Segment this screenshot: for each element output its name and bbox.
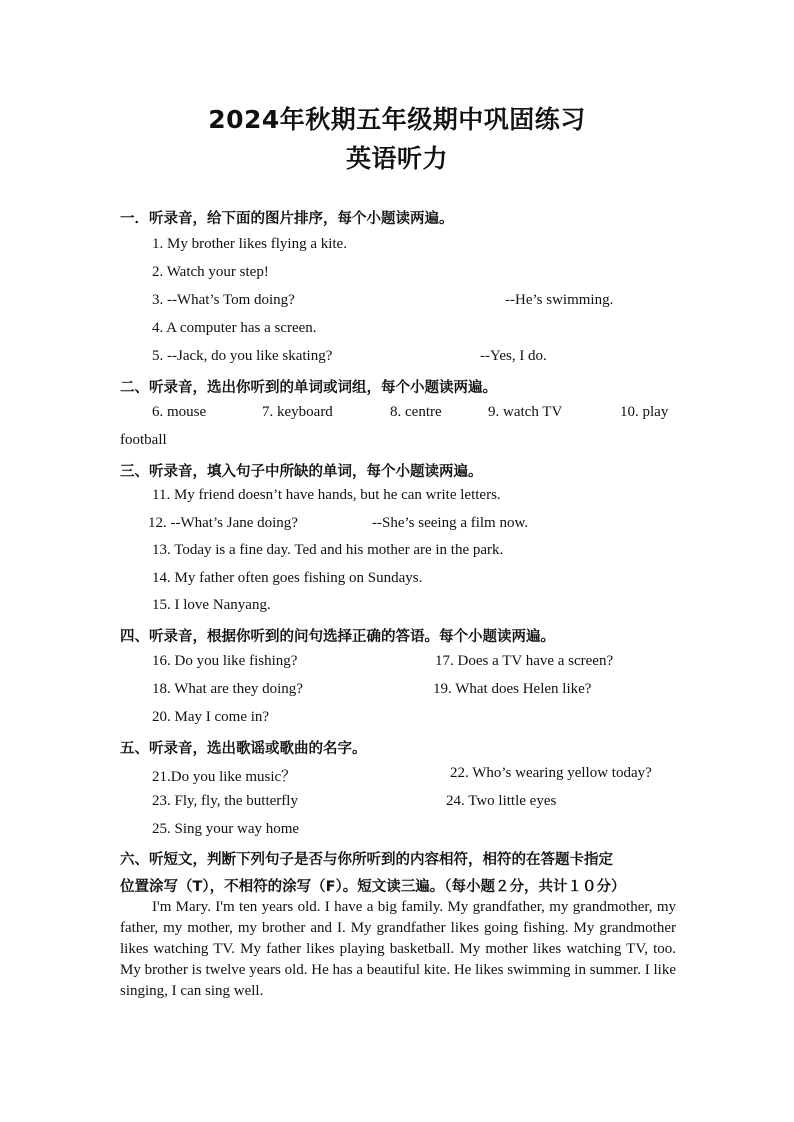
item-4: 4. A computer has a screen. — [152, 320, 317, 336]
word-8: 8. centre — [390, 404, 442, 420]
passage-text: I'm Mary. I'm ten years old. I have a big family. My grandfather, my grandmother, my father, my mother, my brother and I. My grandfather likes going fishing. My grandmother likes watching TV. My father likes playing basketball. My mother likes watching TV, too. My brother is twelve years old. He has a beautiful kite. He likes swimming in summer. I like singing, I can sing well. — [120, 899, 676, 999]
item-14: 14. My father often goes fishing on Sundays. — [152, 570, 423, 586]
item-11: 11. My friend doesn’t have hands, but he can write letters. — [152, 487, 501, 503]
word-7: 7. keyboard — [262, 404, 333, 420]
item-22: 22. Who’s wearing yellow today? — [450, 765, 652, 781]
item-16: 16. Do you like fishing? — [152, 653, 298, 669]
section-6-heading-line1: 六、听短文，判断下列句子是否与你所听到的内容相符，相符的在答题卡指定 — [120, 852, 613, 868]
item-25: 25. Sing your way home — [152, 821, 300, 837]
item-13: 13. Today is a fine day. Ted and his mother are in the park. — [152, 542, 504, 558]
item-17: 17. Does a TV have a screen? — [435, 653, 614, 669]
item-23: 23. Fly, fly, the butterfly — [152, 793, 298, 809]
item-24: 24. Two little eyes — [446, 793, 557, 809]
word-10-wrap: football — [120, 432, 167, 448]
section-5-heading: 五、听录音，选出歌谣或歌曲的名字。 — [120, 741, 367, 757]
item-12-answer: --She’s seeing a film now. — [372, 515, 529, 531]
item-5-answer: --Yes, I do. — [480, 348, 547, 364]
section-1-heading: 一．听录音，给下面的图片排序，每个小题读两遍。 — [120, 211, 454, 227]
item-2: 2. Watch your step! — [152, 264, 269, 280]
page-subtitle: 英语听力 — [345, 144, 448, 173]
item-15: 15. I love Nanyang. — [152, 597, 271, 613]
section-2-heading: 二、听录音，选出你听到的单词或词组，每个小题读两遍。 — [120, 380, 497, 396]
item-12: 12. --What’s Jane doing? — [148, 515, 298, 531]
word-6: 6. mouse — [152, 404, 207, 420]
item-1: 1. My brother likes flying a kite. — [152, 236, 347, 252]
item-3: 3. --What’s Tom doing? — [152, 292, 295, 308]
listening-passage — [120, 897, 676, 1002]
section-6-heading-line2: 位置涂写（T），不相符的涂写（F）。短文读三遍。（每小题２分，共计１０分） — [120, 879, 626, 895]
item-18: 18. What are they doing? — [152, 681, 303, 697]
item-3-answer: --He’s swimming. — [505, 292, 614, 308]
item-5: 5. --Jack, do you like skating? — [152, 348, 333, 364]
word-9: 9. watch TV — [488, 404, 563, 420]
section-3-heading: 三、听录音，填入句子中所缺的单词，每个小题读两遍。 — [120, 464, 483, 480]
section-4-heading: 四、听录音，根据你听到的问句选择正确的答语。每个小题读两遍。 — [120, 629, 555, 645]
item-19: 19. What does Helen like? — [433, 681, 592, 697]
page-title: 2024年秋期五年级期中巩固练习 — [208, 105, 586, 134]
item-20: 20. May I come in? — [152, 709, 270, 725]
item-21: 21.Do you like music？ — [152, 769, 297, 785]
word-10: 10. play — [620, 404, 669, 420]
